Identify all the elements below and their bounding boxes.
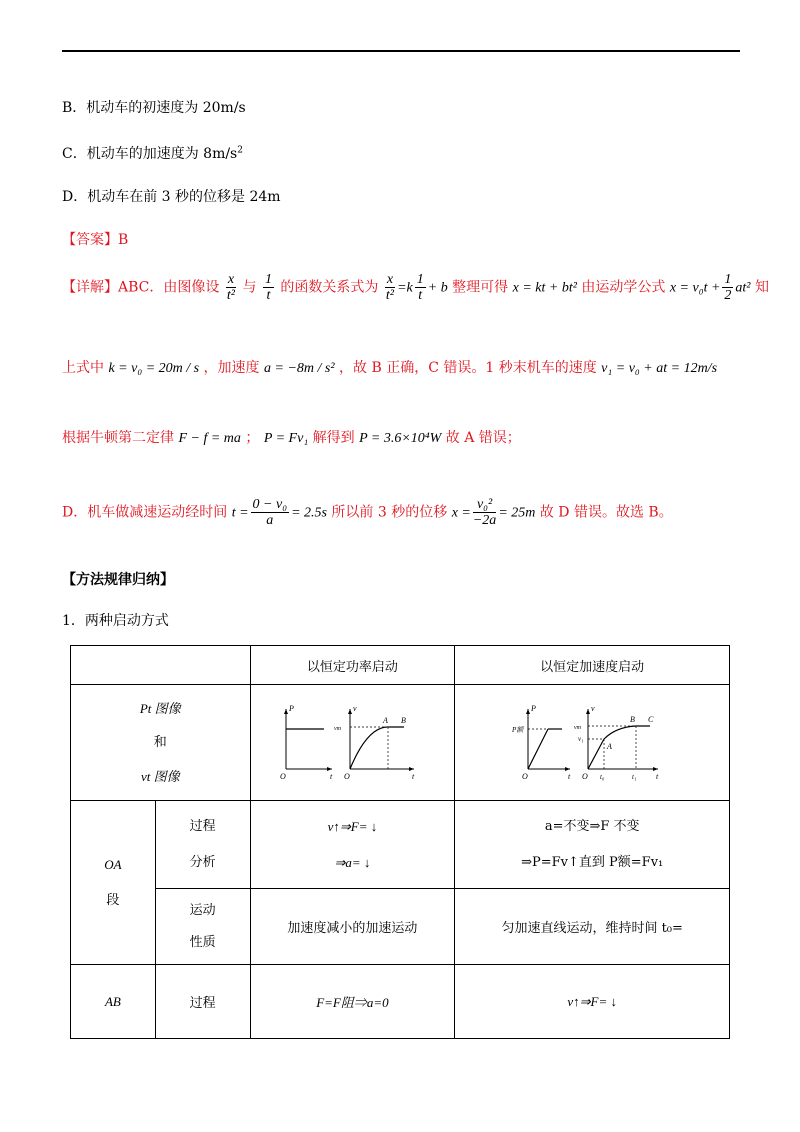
option-d: D．机动车在前 3 秒的位移是 24m (62, 189, 281, 205)
motion-label-cell (155, 889, 250, 965)
svg-text:t: t (330, 771, 333, 781)
svg-text:t: t (656, 771, 659, 781)
ab-power-cell: F=F阻⇒a=0 (250, 965, 455, 1039)
option-c: C．机动车的加速度为 $8m/s^2$ (62, 145, 243, 162)
accel-motion-cell: 匀加速直线运动，维持时间 t₀= (455, 889, 730, 965)
graph-label-and: 和 (153, 734, 167, 750)
svg-text:t: t (412, 771, 415, 781)
svg-text:v: v (591, 703, 595, 713)
motion-label-1: 运动 (189, 902, 216, 918)
graph-power-cell (250, 685, 455, 801)
accel-process-2: ⇒P=Fv↑直到 P额=Fv₁ (521, 854, 664, 870)
oa-seg-label: 段 (106, 892, 120, 908)
power-process-cell (250, 801, 455, 889)
svg-text:A: A (607, 741, 613, 751)
table-oa-motion-row (71, 889, 730, 965)
accel-process-cell (455, 801, 730, 889)
power-graphs (272, 701, 432, 781)
svg-text:t₁: t₁ (632, 772, 637, 781)
svg-text:A: A (383, 715, 389, 725)
startup-table (70, 645, 730, 1039)
eq-v1: v₁ = v₀ + at = 12m/s (601, 361, 718, 376)
power-process-2: ⇒a= ↓ (334, 854, 371, 870)
frac-half: $\frac{1}{2}$ (724, 272, 732, 303)
frac-eq-rhs: $\frac{1}{t}$ (416, 272, 424, 303)
process-label-1: 过程 (189, 818, 216, 834)
svg-text:O: O (522, 771, 528, 781)
svg-text:B: B (401, 715, 407, 725)
graph-label-pt: Pt 图像 (139, 700, 181, 716)
svg-text:P: P (531, 703, 537, 713)
svg-text:O: O (280, 771, 287, 781)
power-process-1: v↑⇒F= ↓ (327, 818, 378, 834)
power-motion-cell: 加速度减小的加速运动 (250, 889, 455, 965)
eq-newton: F − f = ma (178, 431, 241, 446)
frac-x-over-t2: $\frac{x}{\text{t²}}$ (226, 272, 235, 303)
table-graph-row (71, 685, 730, 801)
table-header-row (71, 646, 730, 685)
svg-text:P: P (289, 703, 295, 713)
eq-p-result: P = 3.6×10⁴W (359, 431, 442, 446)
section-title: 【方法规律归纳】 (62, 572, 174, 588)
eq-kinematic-fit: x = kt + bt² (512, 280, 577, 296)
table-ab-row (71, 965, 730, 1039)
process-label-2: 分析 (189, 854, 216, 870)
svg-text:O: O (582, 771, 588, 781)
header-accel: 以恒定加速度启动 (455, 646, 730, 685)
svg-text:t₀: t₀ (600, 772, 605, 781)
oa-label: OA (104, 856, 122, 872)
accel-graphs (512, 701, 672, 781)
header-empty (71, 646, 251, 685)
process-label-cell (155, 801, 250, 889)
header-rule (62, 50, 740, 52)
svg-text:P额: P额 (512, 725, 524, 734)
frac-1-over-t: $\frac{1}{t}$ (264, 272, 272, 303)
detail-line-1: 【详解】ABC．由图像设 $\frac{x}{\text{t²}}$ 与 $\frac{1}{t}$ 的函数关系式为 $\frac{x}{\text{t²}}$ =k $\frac{1}{t}$ + b 整理可得 x = kt + bt² 由运动学公式 x = v₀t + $\frac{1}{2}$ at² 知 (62, 272, 769, 303)
eq-k: k = v₀ = 20m / s (108, 361, 200, 376)
svg-text:v: v (353, 703, 357, 713)
header-power: 以恒定功率启动 (250, 646, 455, 685)
frac-time: $\frac{\text{0 − v₀}}{a}$ (252, 497, 288, 528)
svg-text:t: t (568, 771, 571, 781)
ab-cell: AB (71, 965, 156, 1039)
oa-cell (71, 801, 156, 965)
svg-text:v₁: v₁ (578, 734, 584, 743)
svg-text:B: B (630, 714, 636, 724)
accel-process-1: a=不变⇒F 不变 (544, 818, 640, 834)
ab-accel-cell: v↑⇒F= ↓ (455, 965, 730, 1039)
eq-power: P = Fv₁ (263, 431, 309, 446)
detail-line-3: 根据牛顿第二定律 F − f = ma ； P = Fv₁ 解得到 P = 3.6×10⁴W 故 A 错误； (62, 430, 521, 446)
detail-line-4: D．机车做减速运动经时间 t = $\frac{\text{0 − v₀}}{a}$ = 2.5s 所以前 3 秒的位移 x = $\frac{\text{v₀²}}{-2a}$ = 25m 故 D 错误。故选 B。 (62, 497, 673, 528)
ab-process-label: 过程 (155, 965, 250, 1039)
table-oa-process-row (71, 801, 730, 889)
svg-text:vm: vm (334, 725, 342, 732)
frac-displacement: $\frac{\text{v₀²}}{-2a}$ (472, 497, 497, 528)
item-1: 1．两种启动方式 (62, 613, 169, 629)
svg-text:vm: vm (574, 724, 582, 731)
frac-eq-lhs: $\frac{x}{\text{t²}}$ (385, 272, 395, 303)
eq-a: a = −8m / s² (264, 361, 335, 376)
detail-line-2: 上式中 k = v₀ = 20m / s ，加速度 a = −8m / s² ，故 B 正确，C 错误。1 秒末机车的速度 v₁ = v₀ + at = 12m/s (62, 360, 718, 376)
graph-label-vt: vt 图像 (140, 768, 180, 784)
svg-text:C: C (648, 714, 654, 724)
answer: 【答案】B (62, 232, 129, 248)
motion-label-2: 性质 (189, 934, 216, 950)
graph-label-cell (71, 685, 251, 801)
graph-accel-cell (455, 685, 730, 801)
svg-text:O: O (344, 771, 351, 781)
option-b: B．机动车的初速度为 20m/s (62, 100, 246, 116)
